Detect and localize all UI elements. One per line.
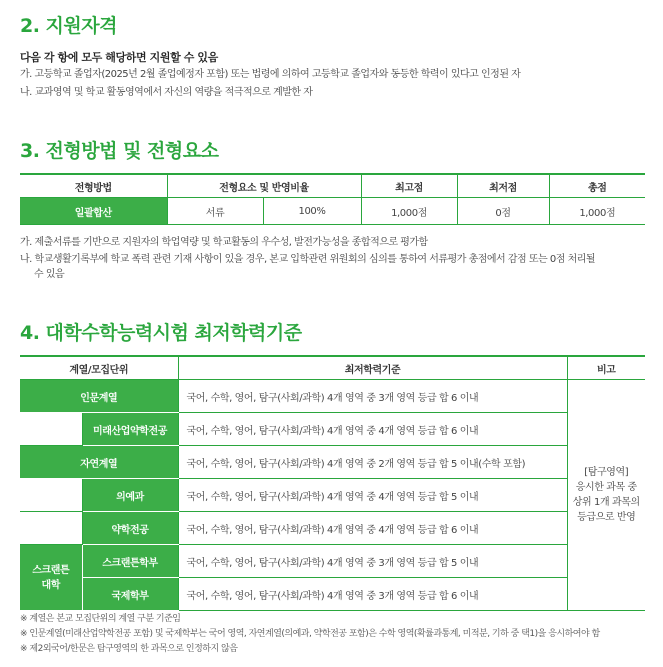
header-unit: 계열/모집단위	[20, 356, 178, 380]
unit-scranton: 스크랜튼학부	[82, 545, 178, 578]
unit-future-pharmacy: 미래산업약학전공	[82, 413, 178, 446]
ratio-cell: 100%	[263, 198, 361, 225]
table-row	[20, 413, 645, 446]
section2-lead: 다음 각 항에 모두 해당하면 지원할 수 있음	[20, 51, 218, 64]
table-row	[20, 446, 645, 479]
footnote-1: ※ 계열은 본교 모집단위의 계열 구분 기준임	[20, 614, 181, 624]
footnote-3: ※ 제2외국어/한문은 탐구영역의 한 과목으로 인정하지 않음	[20, 644, 238, 654]
criteria-international: 국어, 수학, 영어, 탐구(사회/과학) 4개 영역 중 3개 영역 등급 합 6 이내	[178, 578, 567, 611]
header-method: 전형방법	[20, 174, 167, 198]
method-cell: 일괄합산	[20, 198, 167, 225]
section2-title: 2. 지원자격	[20, 15, 117, 37]
unit-scranton-college: 스크랜튼 대학	[20, 545, 82, 611]
section3-note-na-cont: 수 있음	[34, 269, 65, 280]
header-max: 최고점	[361, 174, 457, 198]
section2-item-na: 나. 교과영역 및 학교 활동영역에서 자신의 역량을 적극적으로 계발한 자	[20, 87, 313, 98]
table-row	[20, 380, 645, 413]
header-total: 총점	[549, 174, 645, 198]
unit-pharmacy: 약학전공	[82, 512, 178, 545]
table-row	[20, 545, 645, 578]
remark-cell: [탐구영역] 응시한 과목 중 상위 1개 과목의 등급으로 반영	[567, 380, 645, 611]
table-row	[20, 512, 645, 545]
section3-title: 3. 전형방법 및 전형요소	[20, 140, 219, 162]
footnote-2: ※ 인문계열(미래산업약학전공 포함) 및 국제학부는 국어 영역, 자연계열(의예과, 약학전공 포함)은 수학 영역(확률과통계, 미적분, 기하 중 택1)을 응시하여야 함	[20, 629, 600, 639]
table-header-row	[20, 174, 645, 198]
section2-item-ga: 가. 고등학교 졸업자(2025년 2월 졸업예정자 포함) 또는 법령에 의하여 고등학교 졸업자와 동등한 학력이 있다고 인정된 자	[20, 69, 521, 80]
unit-international: 국제학부	[82, 578, 178, 611]
total-cell: 1,000점	[549, 198, 645, 225]
header-min: 최저점	[457, 174, 549, 198]
section4-title: 4. 대학수학능력시험 최저학력기준	[20, 322, 302, 344]
criteria-scranton: 국어, 수학, 영어, 탐구(사회/과학) 4개 영역 중 3개 영역 등급 합 5 이내	[178, 545, 567, 578]
criteria-humanities: 국어, 수학, 영어, 탐구(사회/과학) 4개 영역 중 3개 영역 등급 합 6 이내	[178, 380, 567, 413]
table-row	[20, 198, 645, 225]
header-criteria: 최저학력기준	[178, 356, 567, 380]
criteria-pharmacy: 국어, 수학, 영어, 탐구(사회/과학) 4개 영역 중 4개 영역 등급 합 6 이내	[178, 512, 567, 545]
header-element-ratio: 전형요소 및 반영비율	[167, 174, 361, 198]
criteria-natural: 국어, 수학, 영어, 탐구(사회/과학) 4개 영역 중 2개 영역 등급 합 5 이내(수학 포함)	[178, 446, 567, 479]
indent-cell	[20, 479, 82, 512]
section3-note-ga: 가. 제출서류를 기반으로 지원자의 학업역량 및 학교활동의 우수성, 발전가능성을 종합적으로 평가함	[20, 237, 428, 248]
element-cell: 서류	[167, 198, 263, 225]
criteria-future-pharmacy: 국어, 수학, 영어, 탐구(사회/과학) 4개 영역 중 4개 영역 등급 합 6 이내	[178, 413, 567, 446]
header-remark: 비고	[567, 356, 645, 380]
unit-natural: 자연계열	[20, 446, 178, 479]
min-cell: 0점	[457, 198, 549, 225]
indent-cell	[20, 512, 82, 545]
table-header-row	[20, 356, 645, 380]
unit-medicine: 의예과	[82, 479, 178, 512]
table-row	[20, 479, 645, 512]
minimum-criteria-table	[20, 355, 645, 611]
table-row	[20, 578, 645, 611]
criteria-medicine: 국어, 수학, 영어, 탐구(사회/과학) 4개 영역 중 4개 영역 등급 합 5 이내	[178, 479, 567, 512]
section3-note-na: 나. 학교생활기록부에 학교 폭력 관련 기재 사항이 있을 경우, 본교 입학관련 위원회의 심의를 통하여 서류평가 총점에서 감점 또는 0점 처리될	[20, 254, 596, 265]
indent-cell	[20, 413, 82, 446]
selection-method-table	[20, 173, 645, 225]
unit-humanities: 인문계열	[20, 380, 178, 413]
max-cell: 1,000점	[361, 198, 457, 225]
